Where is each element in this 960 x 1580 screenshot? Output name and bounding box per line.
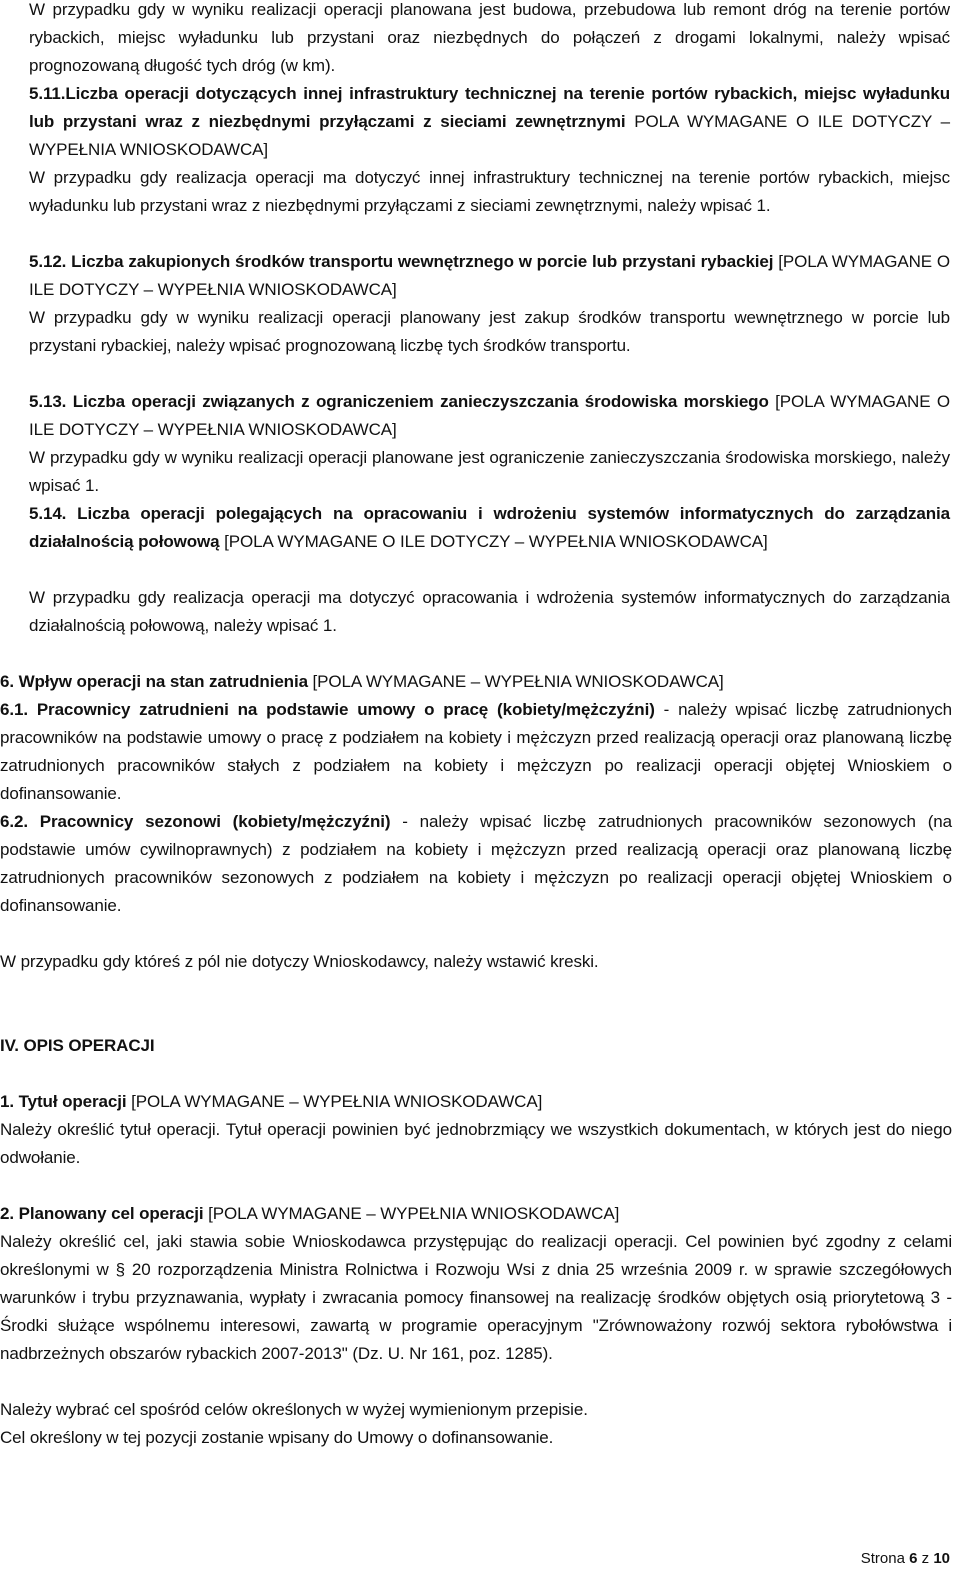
point-2-body <box>0 1228 952 1368</box>
note-text: W przypadku gdy któreś z pól nie dotyczy Wnioskodawcy, należy wstawić kreski. <box>0 952 599 971</box>
note-paragraph <box>0 948 952 976</box>
point-2-line-3 <box>0 1424 952 1452</box>
section-title: Liczba operacji polegających na opracowaniu i wdrożeniu systemów informatycznych do zarządzania działalnością połowową <box>29 504 950 551</box>
section-6-1 <box>0 696 952 808</box>
section-body: W przypadku gdy w wyniku realizacji operacji planowany jest zakup środków transportu wewnętrznego w porcie lub przystani rybackiej, należy wpisać prognozowaną liczbę tych środków transportu. <box>29 308 950 355</box>
point-body-line: Należy wybrać cel spośród celów określonych w wyżej wymienionym przepisie. <box>0 1400 588 1419</box>
page-number: 6 <box>909 1550 918 1567</box>
page-footer <box>861 1547 950 1571</box>
point-body-line: Cel określony w tej pozycji zostanie wpisany do Umowy o dofinansowanie. <box>0 1428 554 1447</box>
section-title: 6. Wpływ operacji na stan zatrudnienia <box>0 672 308 691</box>
section-tag: [POLA WYMAGANE – WYPEŁNIA WNIOSKODAWCA] <box>307 672 724 691</box>
point-1-body <box>0 1116 952 1172</box>
section-5-11 <box>29 80 950 164</box>
section-6 <box>0 668 952 696</box>
point-tag: [POLA WYMAGANE – WYPEŁNIA WNIOSKODAWCA] <box>203 1204 620 1223</box>
page-total: 10 <box>933 1550 950 1567</box>
point-1 <box>0 1088 952 1116</box>
section-title: Liczba zakupionych środków transportu wewnętrznego w porcie lub przystani rybackiej <box>66 252 774 271</box>
point-body: Należy określić tytuł operacji. Tytuł operacji powinien być jednobrzmiący we wszystkich dokumentach, w których jest do niego odwołanie. <box>0 1120 952 1167</box>
section-5-13-body <box>29 444 950 500</box>
intro-text: W przypadku gdy w wyniku realizacji operacji planowana jest budowa, przebudowa lub remont dróg na terenie portów rybackich, miejsc wyładunku lub przystani oraz niezbędnych do połączeń z drogami lokalnymi, należy wpisać prognozowaną długość tych dróg (w km). <box>29 0 950 75</box>
section-6-2 <box>0 808 952 920</box>
page-separator: z <box>917 1550 934 1567</box>
section-number: 5.12. <box>29 252 67 271</box>
point-tag: [POLA WYMAGANE – WYPEŁNIA WNIOSKODAWCA] <box>126 1092 543 1111</box>
section-5-12-body <box>29 304 950 360</box>
section-body: - należy wpisać liczbę zatrudnionych pracowników sezonowych (na podstawie umów cywilnoprawnych) z podziałem na kobiety i mężczyzn przed realizacją operacji oraz planowaną liczbę zatrudnionych pracowników sezonowych z podziałem na kobiety i mężczyzn po realizacji operacji objętej Wnioskiem o dofinansowanie. <box>0 812 952 915</box>
section-tag: [POLA WYMAGANE O ILE DOTYCZY – WYPEŁNIA WNIOSKODAWCA] <box>29 252 950 299</box>
part-title: IV. OPIS OPERACJI <box>0 1036 155 1055</box>
section-tag: [POLA WYMAGANE O ILE DOTYCZY – WYPEŁNIA WNIOSKODAWCA] <box>29 392 950 439</box>
section-body: W przypadku gdy realizacja operacji ma dotyczyć innej infrastruktury technicznej na terenie portów rybackich, miejsc wyładunku lub przystani wraz z niezbędnymi przyłączami z sieciami zewnętrznymi, należy wpisać 1. <box>29 168 950 215</box>
section-title: 6.1. Pracownicy zatrudnieni na podstawie umowy o pracę (kobiety/mężczyźni) <box>0 700 655 719</box>
section-5-14-body <box>29 584 950 640</box>
section-number: 5.11. <box>29 84 66 103</box>
part-4-heading <box>0 1032 952 1060</box>
section-body: W przypadku gdy w wyniku realizacji operacji planowane jest ograniczenie zanieczyszczania środowiska morskiego, należy wpisać 1. <box>29 448 950 495</box>
point-2 <box>0 1200 952 1228</box>
intro-paragraph <box>29 0 950 80</box>
section-5-14 <box>29 500 950 556</box>
section-body: - należy wpisać liczbę zatrudnionych pracowników na podstawie umowy o pracę z podziałem na kobiety i mężczyzn przed realizacją operacji oraz planowaną liczbę zatrudnionych pracowników stałych z podziałem na kobiety i mężczyzn po realizacji operacji objętej Wnioskiem o dofinansowanie. <box>0 700 952 803</box>
point-2-line-2 <box>0 1396 952 1424</box>
section-tag: POLA WYMAGANE O ILE DOTYCZY – WYPEŁNIA WNIOSKODAWCA] <box>29 112 950 159</box>
section-title: 6.2. Pracownicy sezonowi (kobiety/mężczyźni) <box>0 812 391 831</box>
section-5-11-body <box>29 164 950 220</box>
section-title: Liczba operacji dotyczących innej infrastruktury technicznej na terenie portów rybackich, miejsc wyładunku lub przystani wraz z niezbędnymi przyłączami z sieciami zewnętrznymi <box>29 84 950 131</box>
section-number: 5.14. <box>29 504 67 523</box>
section-5-13 <box>29 388 950 444</box>
page-label: Strona <box>860 1550 910 1567</box>
point-title: 2. Planowany cel operacji <box>0 1204 204 1223</box>
point-title: 1. Tytuł operacji <box>0 1092 127 1111</box>
section-title: Liczba operacji związanych z ograniczeniem zanieczyszczania środowiska morskiego <box>66 392 769 411</box>
section-number: 5.13. <box>29 392 67 411</box>
section-body: W przypadku gdy realizacja operacji ma dotyczyć opracowania i wdrożenia systemów informatycznych do zarządzania działalnością połowową, należy wpisać 1. <box>29 588 950 635</box>
section-tag: [POLA WYMAGANE O ILE DOTYCZY – WYPEŁNIA WNIOSKODAWCA] <box>219 532 768 551</box>
point-body: Należy określić cel, jaki stawia sobie Wnioskodawca przystępując do realizacji operacji. Cel powinien być zgodny z celami określonymi w § 20 rozporządzenia Ministra Rolnictwa i Rozwoju Wsi z dnia 25 września 2009 r. w sprawie szczegółowych warunków i trybu przyznawania, wypłaty i zwracania pomocy finansowej na realizację środków objętych osią priorytetową 3 - Środki służące wspólnemu interesowi, zawartą w programie operacyjnym "Zrównoważony rozwój sektora rybołówstwa i nadbrzeżnych obszarów rybackich 2007-2013" (Dz. U. Nr 161, poz. 1285). <box>0 1232 952 1363</box>
section-5-12 <box>29 248 950 304</box>
